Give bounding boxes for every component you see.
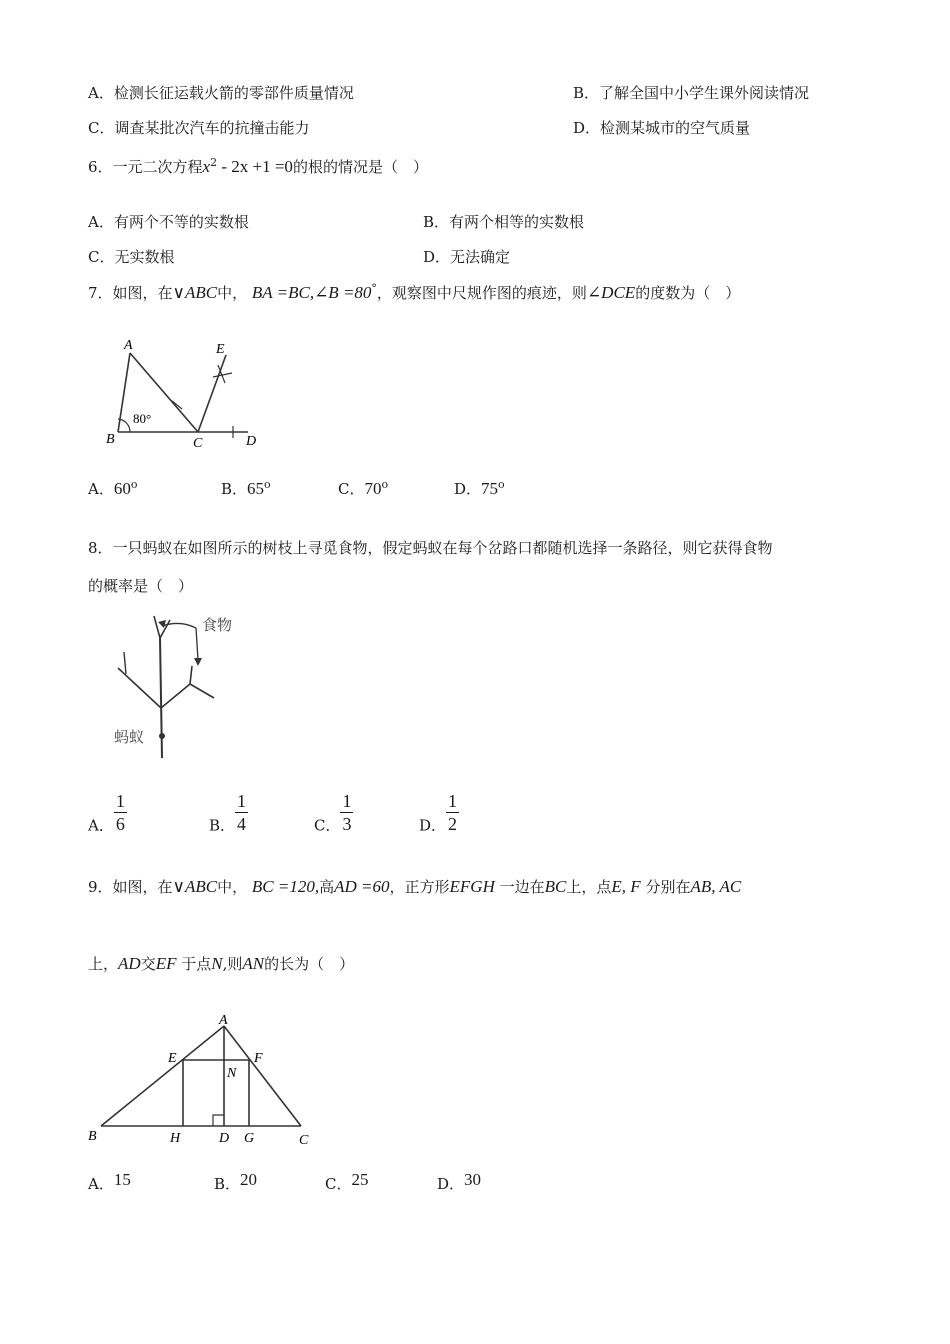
q7-label-c: C [193, 436, 203, 451]
q6-option-d: D．无法确定 [423, 248, 511, 266]
q7-option-c: C．70$^o$ [338, 478, 389, 498]
q6-option-b: B．有两个相等的实数根 [423, 213, 585, 231]
q9-label-c: C [299, 1133, 309, 1148]
q5-option-d: D．检测某城市的空气质量 [573, 119, 751, 137]
q9-option-a: A．15 [88, 1170, 131, 1193]
q6-option-c: C．无实数根 [88, 248, 175, 266]
q8-ant-label: 蚂蚁 [114, 728, 145, 746]
q9-figure [86, 1008, 326, 1153]
q9-stem-line2: 上，AD交EF 于点N,则AN的长为（ ） [88, 954, 355, 973]
q9-label-g: G [244, 1131, 255, 1146]
q8-option-a: A． $\frac{1}{6}$ [88, 791, 125, 835]
q7-stem: 7．如图，在∨ABC中， BA =BC,∠B =80°，观察图中尺规作图的痕迹，则∠DCE的度数为（ ） [88, 282, 741, 302]
q9-label-a: A [219, 1013, 228, 1028]
q8-option-c: C． $\frac{1}{3}$ [314, 791, 352, 835]
q8-stem-line1: 8．一只蚂蚁在如图所示的树枝上寻觅食物，假定蚂蚁在每个岔路口都随机选择一条路径，则它获得食物 [88, 539, 773, 557]
q9-option-c: C．25 [325, 1170, 369, 1193]
q9-label-e: E [168, 1051, 177, 1066]
q6-option-a: A．有两个不等的实数根 [88, 213, 249, 231]
q7-label-a: A [124, 338, 133, 353]
q8-stem-line2: 的概率是（ ） [88, 577, 194, 595]
ant-icon [159, 733, 165, 739]
q5-option-b: B．了解全国中小学生课外阅读情况 [573, 84, 810, 102]
q7-label-d: D [246, 434, 257, 449]
q8-option-d: D． $\frac{1}{2}$ [419, 791, 458, 835]
q9-stem-line1: 9．如图，在∨ABC中， BC =120,高AD =60，正方形EFGH 一边在BC上，点E, F 分别在AB, AC [88, 877, 742, 896]
q7-figure [100, 335, 270, 455]
q9-label-h: H [170, 1131, 181, 1146]
q6-stem: 6．一元二次方程$x^2 - 2x +1 =0$的根的情况是（ ） [88, 156, 428, 176]
q5-option-a: A．检测长征运载火箭的零部件质量情况 [88, 84, 354, 102]
q9-option-b: B．20 [214, 1170, 258, 1193]
q7-label-b: B [106, 432, 115, 447]
q8-tree-figure [100, 608, 250, 768]
q8-option-b: B． $\frac{1}{4}$ [209, 791, 247, 835]
q7-option-b: B．65$^o$ [221, 478, 271, 498]
q7-label-e: E [216, 342, 225, 357]
q9-option-d: D．30 [437, 1170, 482, 1193]
q9-label-n: N [227, 1066, 237, 1081]
q7-option-d: D．75$^o$ [454, 478, 505, 498]
q7-option-a: A．60$^o$ [88, 478, 138, 498]
q8-food-label: 食物 [202, 616, 233, 634]
q7-label-angle: 80° [133, 411, 152, 426]
q9-label-d: D [219, 1131, 230, 1146]
q5-option-c: C．调查某批次汽车的抗撞击能力 [88, 119, 310, 137]
q9-label-f: F [254, 1051, 263, 1066]
q9-label-b: B [88, 1129, 97, 1144]
